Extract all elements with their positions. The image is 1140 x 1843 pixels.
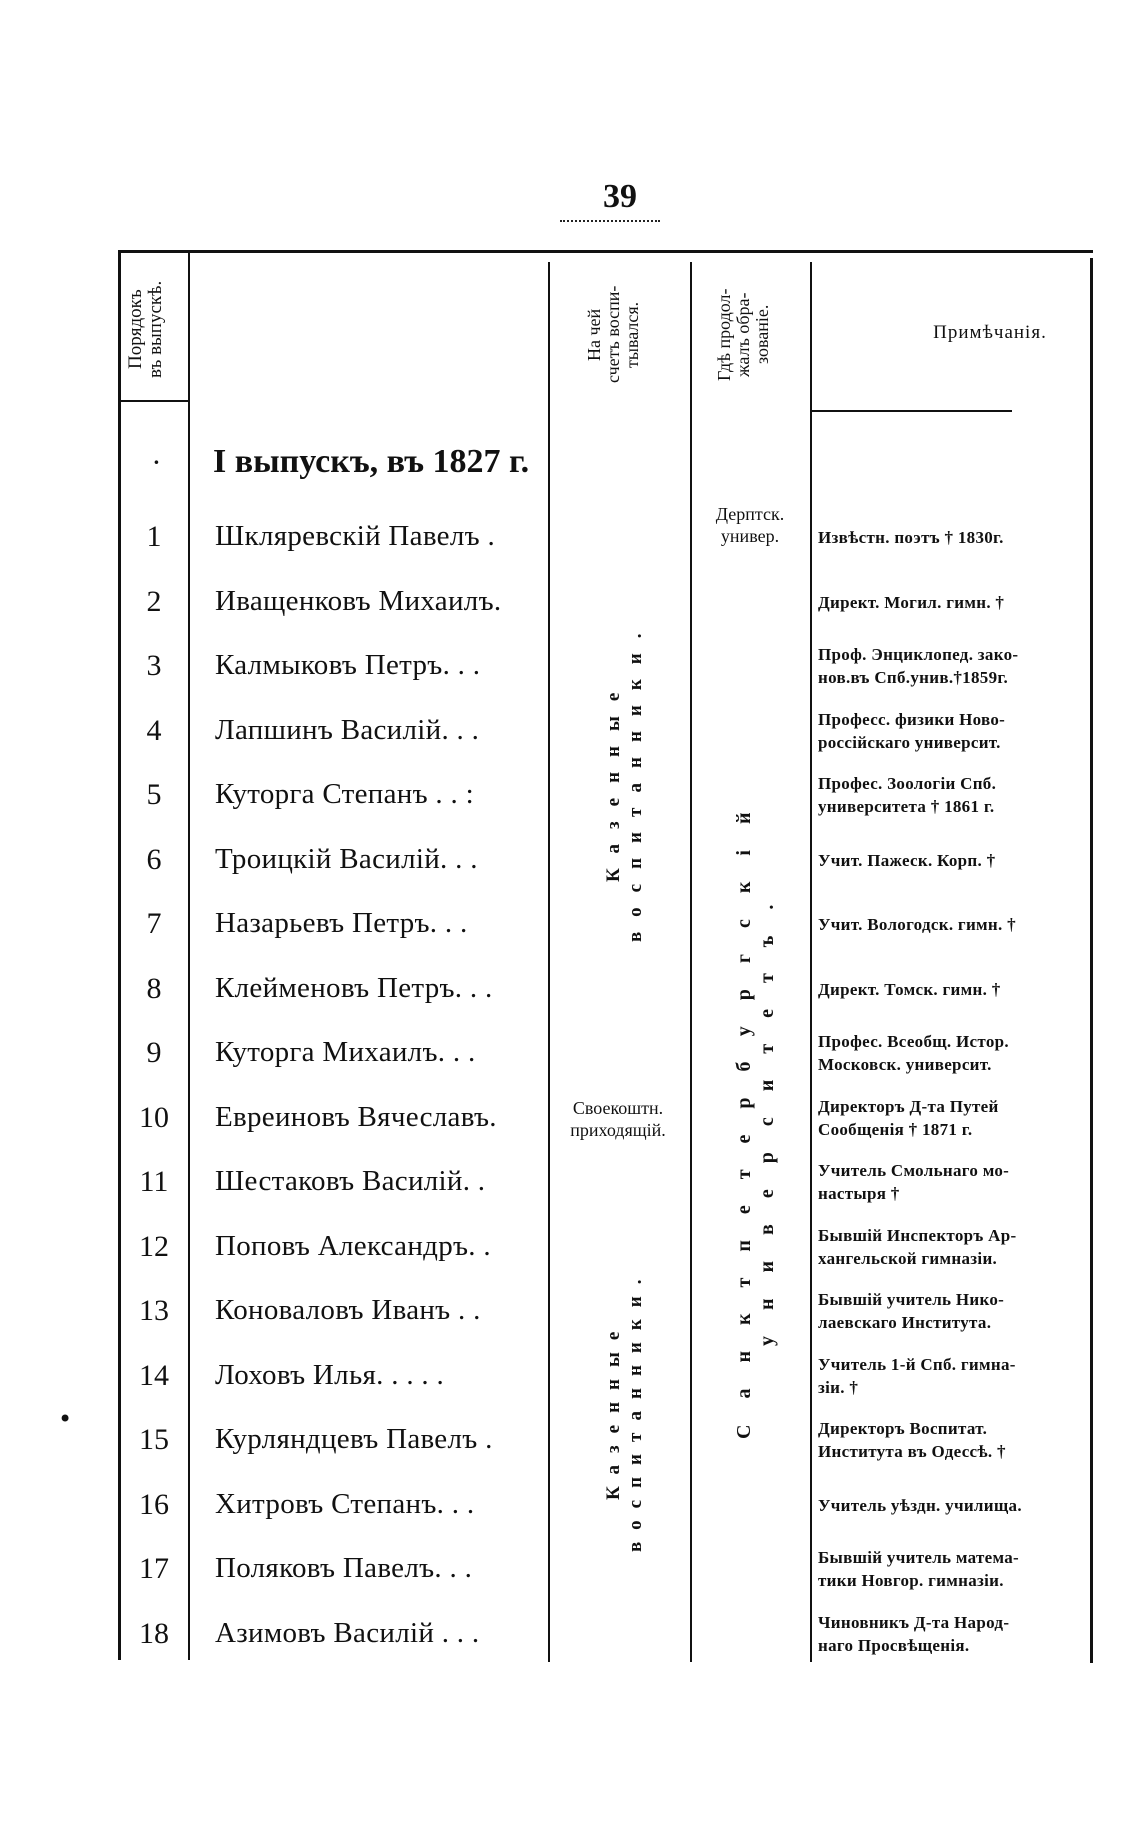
table-row — [118, 1155, 1093, 1219]
table-row — [118, 510, 1093, 574]
student-name: Лоховъ Илья. . . . . — [215, 1358, 445, 1391]
row-note: Проф. Энциклопед. зако- нов.въ Спб.унив.†1859г. — [818, 645, 1019, 687]
row-number: 4 — [146, 713, 162, 747]
row-number: 2 — [146, 584, 162, 618]
header-order: Порядокъ въ выпускѣ. — [125, 280, 166, 379]
table-row — [118, 639, 1093, 703]
student-name: Клейменовъ Петръ. . . — [215, 971, 493, 1004]
row-number: 18 — [139, 1616, 169, 1650]
page-number: 39 — [603, 178, 637, 215]
table-row — [118, 1542, 1093, 1606]
row-number: 14 — [139, 1358, 169, 1392]
row-note: Директоръ Д-та Путей Сообщенія † 1871 г. — [818, 1096, 999, 1139]
table-row — [118, 1026, 1093, 1090]
table-row — [118, 704, 1093, 768]
header-rule — [118, 400, 188, 402]
top-rule — [118, 250, 1093, 253]
row-note: Бывшій учитель Нико- лаевскаго Института. — [818, 1290, 1005, 1332]
row-number: 17 — [139, 1552, 169, 1585]
student-name: Лапшинъ Василій. . . — [215, 713, 480, 746]
student-name: Калмыковъ Петръ. . . — [215, 649, 481, 681]
row-number: 11 — [139, 1165, 169, 1198]
table-row — [118, 1220, 1093, 1284]
student-name: Азимовъ Василій . . . — [215, 1616, 480, 1649]
row-note: Учитель Смольнаго мо- настыря † — [818, 1161, 1010, 1203]
row-number: 10 — [139, 1100, 169, 1134]
row-number: 8 — [146, 971, 162, 1005]
row-number: 16 — [139, 1487, 169, 1521]
row-number: 5 — [146, 778, 162, 811]
student-name: Иващенковъ Михаилъ. — [215, 584, 502, 617]
header-rule-right — [812, 410, 1012, 412]
row-note: Учит. Вологодск. гимн. † — [818, 915, 1016, 934]
student-name: Куторга Михаилъ. . . — [215, 1036, 476, 1068]
row-number: 1 — [146, 520, 162, 553]
header-account: На чей счетъ воспи- тывался. — [584, 285, 642, 384]
dorpat-label: Дерптск. универ. — [715, 504, 785, 546]
table-row — [118, 1607, 1093, 1671]
row-note: Учитель уѣздн. училища. — [818, 1495, 1022, 1515]
row-number: 7 — [146, 907, 162, 940]
issue-marker: · — [152, 446, 161, 479]
table-row — [118, 1091, 1093, 1155]
table-row — [118, 833, 1093, 897]
student-name: Поляковъ Павелъ. . . — [215, 1552, 473, 1584]
row-note: Професс. физики Ново- россійскаго университ. — [818, 709, 1006, 752]
table-row — [118, 1284, 1093, 1348]
header-notes: Примѣчанія. — [933, 322, 1047, 343]
spb-university-label: Санктпетербургскій университетъ. — [733, 786, 778, 1439]
table-row — [118, 1413, 1093, 1477]
student-name: Шкляревскій Павелъ . — [215, 520, 496, 552]
student-name: Евреиновъ Вячеславъ. — [215, 1100, 497, 1133]
student-name: Назарьевъ Петръ. . . — [215, 907, 468, 939]
row-number: 12 — [139, 1229, 169, 1263]
issue-title: I выпускъ, въ 1827 г. — [213, 443, 530, 480]
row-note: Директоръ Воспитат. Института въ Одессѣ. † — [818, 1419, 1006, 1461]
student-name: Троицкій Василій. . . — [215, 842, 478, 875]
self-paid-label: Своекоштн. приходящій. — [570, 1098, 666, 1140]
row-note: Учит. Пажеск. Корп. † — [818, 850, 996, 870]
row-note: Учитель 1-й Спб. гимна- зіи. † — [818, 1354, 1016, 1397]
row-note: Чиновникъ Д-та Народ- наго Просвѣщенія. — [818, 1612, 1010, 1655]
row-note: Профес. Зоологіи Спб. университета † 1861 г. — [818, 774, 997, 816]
table-row — [118, 575, 1093, 639]
page-number-underline — [560, 220, 660, 222]
table-row — [118, 1478, 1093, 1542]
student-name: Курляндцевъ Павелъ . — [215, 1423, 493, 1455]
row-number: 9 — [146, 1036, 162, 1069]
row-number: 6 — [146, 842, 162, 876]
student-name: Хитровъ Степанъ. . . — [215, 1487, 475, 1520]
row-note: Бывшій учитель матема- тики Новгор. гимназіи. — [818, 1548, 1020, 1590]
student-name: Шестаковъ Василій. . — [215, 1165, 486, 1197]
margin-dot: • — [58, 1405, 73, 1433]
row-number: 13 — [139, 1294, 169, 1327]
table-row — [118, 897, 1093, 961]
row-note: Директ. Томск. гимн. † — [818, 979, 1001, 999]
student-name: Поповъ Александръ. . — [215, 1229, 491, 1262]
row-note: Профес. Всеобщ. Истор. Московск. университ. — [818, 1032, 1009, 1074]
row-number: 3 — [146, 649, 162, 682]
row-note: Бывшій Инспекторъ Ар- хангельской гимназіи. — [818, 1225, 1017, 1268]
header-education: Гдѣ продол- жалъ обра- зованіе. — [714, 288, 772, 381]
row-number: 15 — [139, 1423, 169, 1456]
student-name: Куторга Степанъ . . : — [215, 778, 474, 810]
account-group-1: Казенные воспитанники. — [603, 618, 646, 942]
table-row — [118, 768, 1093, 832]
student-name: Коноваловъ Иванъ . . — [215, 1294, 481, 1326]
row-note: Директ. Могил. гимн. † — [818, 592, 1005, 612]
account-group-2: Казенные воспитанники. — [603, 1267, 646, 1553]
table-row — [118, 962, 1093, 1026]
row-note: Извѣстн. поэтъ † 1830г. — [818, 528, 1004, 547]
table-row — [118, 1349, 1093, 1413]
